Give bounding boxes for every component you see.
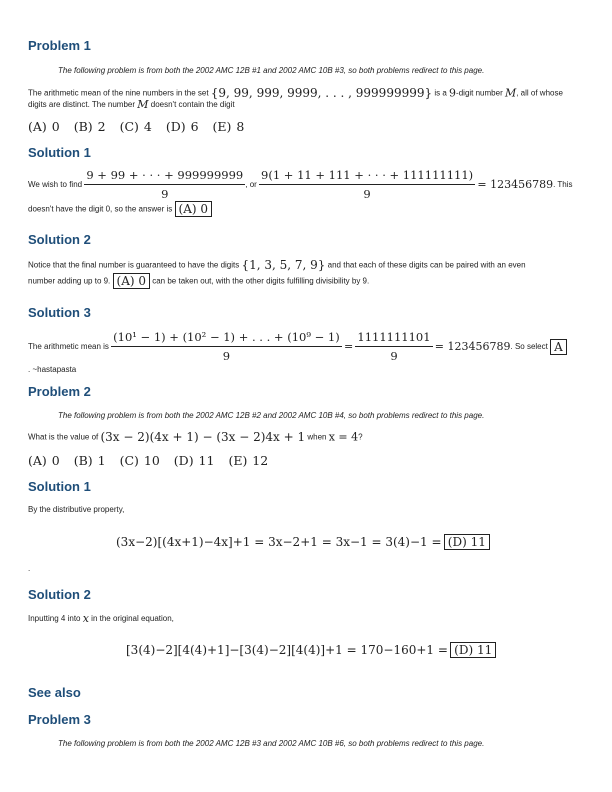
- p1s1-tail: . This: [553, 180, 573, 189]
- p2-text-b: when: [305, 432, 329, 442]
- p1s3-lead: The arithmetic mean is: [28, 342, 112, 351]
- p2-choice-d: (D) 11: [173, 453, 215, 468]
- p1-solution-3-equation: [28, 328, 567, 365]
- p1-nine: 9: [449, 86, 457, 100]
- problem-1-statement-line2: [28, 98, 235, 111]
- p2-cond: x = 4: [328, 430, 359, 444]
- p1s3-frac1: [111, 328, 342, 365]
- p1s1-frac1-num: 9 + 99 + · · · + 999999999: [84, 166, 245, 185]
- p2-text-c: ?: [358, 432, 363, 442]
- p2-solution-1-equation: [116, 535, 490, 549]
- p2-solution-2-text: [28, 612, 174, 625]
- p2-solution-2-equation: [126, 643, 496, 657]
- p1s1-frac1: [84, 166, 245, 203]
- problem-2-heading: Problem 2: [28, 384, 91, 399]
- p1s3-answer-box: A: [550, 339, 567, 355]
- p1-text-b: is a: [432, 88, 450, 98]
- p2-expr: (3x − 2)(4x + 1) − (3x − 2)4x + 1: [100, 430, 306, 444]
- problem-3-note: The following problem is from both the 2002 AMC 12B #3 and 2002 AMC 10B #6, so both problems redirect to this page.: [58, 739, 485, 748]
- p1-choice-e: (E) 8: [212, 119, 245, 134]
- p1-M: M: [504, 86, 517, 100]
- p1-M-2: M: [137, 98, 149, 111]
- p2s2-text-a: Inputting 4 into: [28, 614, 83, 623]
- problem-1-note: The following problem is from both the 2002 AMC 12B #1 and 2002 AMC 10B #3, so both problems redirect to this page.: [58, 66, 485, 75]
- p1-solution-2-line1: [28, 258, 526, 272]
- p1s3-frac1-num: (10¹ − 1) + (10² − 1) + . . . + (10⁹ − 1): [111, 328, 342, 347]
- p1s1-result: = 123456789: [477, 178, 554, 191]
- p1-line2-a: digits are distinct. The number: [28, 100, 138, 109]
- p2-solution-2-heading: Solution 2: [28, 587, 91, 602]
- problem-3-heading: Problem 3: [28, 712, 91, 727]
- p1-solution-1-equation: [28, 166, 573, 203]
- p1s1-lead: We wish to find: [28, 180, 85, 189]
- problem-2-note: The following problem is from both the 2002 AMC 12B #2 and 2002 AMC 10B #4, so both problems redirect to this page.: [58, 411, 485, 420]
- p1s2-digits: {1, 3, 5, 7, 9}: [241, 258, 326, 272]
- p1-text-c: -digit number: [456, 88, 505, 98]
- p1s1-answer-box: (A) 0: [175, 201, 212, 217]
- p1s1-line2: doesn't have the digit 0, so the answer is: [28, 204, 175, 214]
- p1s3-tail: . So select: [510, 342, 551, 351]
- p1s2-line2-b: can be taken out, with the other digits fulfilling divisibility by 9.: [150, 276, 370, 286]
- p1s3-frac2: [355, 328, 432, 365]
- p1s3-eq: =: [343, 340, 354, 353]
- p2s2-x: x: [82, 612, 89, 625]
- p1-solution-1-line2: [28, 202, 212, 216]
- p1s1-frac2: [259, 166, 475, 203]
- p1-line2-b: doesn't contain the digit: [148, 100, 235, 109]
- p1-choice-a: (A) 0: [28, 119, 60, 134]
- p1s3-frac2-num: 1111111101: [355, 328, 432, 347]
- problem-1-heading: Problem 1: [28, 38, 91, 53]
- p1s1-or: , or: [245, 180, 260, 189]
- p1-text-a: The arithmetic mean of the nine numbers in the set: [28, 88, 211, 98]
- p2s1-text: By the distributive property,: [28, 505, 125, 514]
- problem-1-choices: [28, 119, 258, 134]
- p1s1-frac1-den: 9: [161, 187, 169, 201]
- p1-solution-3-heading: Solution 3: [28, 305, 91, 320]
- p2-choice-c: (C) 10: [119, 453, 160, 468]
- p2s2-answer-box: (D) 11: [450, 642, 496, 658]
- p2-solution-1-heading: Solution 1: [28, 479, 91, 494]
- p1-set: {9, 99, 999, 9999, . . . , 999999999}: [210, 86, 433, 100]
- p1s1-frac2-den: 9: [363, 187, 371, 201]
- p1s3-frac1-den: 9: [222, 349, 231, 363]
- p2s2-equation: [3(4)−2][4(4)+1]−[3(4)−2][4(4)]+1 = 170−160+1 =: [126, 643, 448, 657]
- p1-solution-2-heading: Solution 2: [28, 232, 91, 247]
- p1-choice-c: (C) 4: [119, 119, 152, 134]
- p2-choice-b: (B) 1: [73, 453, 106, 468]
- see-also-heading: See also: [28, 685, 81, 700]
- p1-solution-2-line2: [28, 274, 369, 288]
- p2s1-dot: .: [28, 564, 31, 573]
- p2-choice-a: (A) 0: [28, 453, 60, 468]
- problem-2-statement: [28, 430, 363, 444]
- p1-text-d: , all of whose: [516, 88, 563, 98]
- p1s2-line2-a: number adding up to 9.: [28, 276, 113, 286]
- p1s2-answer-box: (A) 0: [113, 273, 150, 289]
- p1s3-frac2-den: 9: [390, 349, 398, 363]
- p2-text-a: What is the value of: [28, 432, 101, 442]
- p1s1-frac2-num: 9(1 + 11 + 111 + · · · + 111111111): [259, 166, 475, 185]
- p2s2-text-b: in the original equation,: [88, 614, 174, 623]
- p1-solution-1-heading: Solution 1: [28, 145, 91, 160]
- p1-choice-d: (D) 6: [165, 119, 199, 134]
- p2s1-equation: (3x−2)[(4x+1)−4x]+1 = 3x−2+1 = 3x−1 = 3(4)−1 =: [116, 535, 442, 549]
- p1s3-line2: . ~hastapasta: [28, 365, 77, 374]
- p1s3-result: = 123456789: [434, 340, 511, 353]
- p2s1-answer-box: (D) 11: [444, 534, 490, 550]
- p1s2-line1-b: and that each of these digits can be paired with an even: [325, 260, 526, 270]
- p2-choice-e: (E) 12: [228, 453, 269, 468]
- p1-choice-b: (B) 2: [73, 119, 106, 134]
- problem-2-choices: [28, 453, 282, 468]
- p1s2-line1-a: Notice that the final number is guaranteed to have the digits: [28, 260, 242, 270]
